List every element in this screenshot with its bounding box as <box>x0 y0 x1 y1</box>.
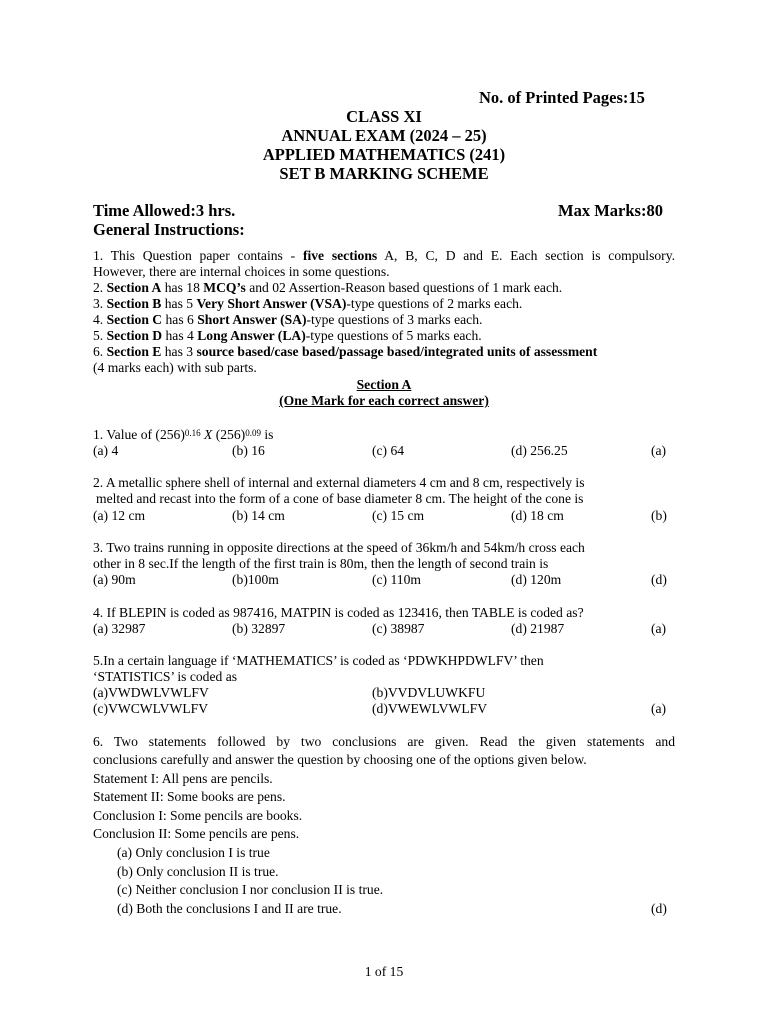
question-1-text: 1. Value of $(256)^{0.16}$ X $(256)^{0.09}$ is <box>93 427 274 442</box>
q2-option-c: (c) 15 cm <box>372 508 425 523</box>
instruction-1: 1. This Question paper contains - five sections A, B, C, D and E. Each section is compulsory. <box>93 248 676 263</box>
instruction-6-cont: (4 marks each) with sub parts. <box>93 360 257 375</box>
question-2-line1: 2. A metallic sphere shell of internal and external diameters 4 cm and 8 cm, respectively is <box>93 475 585 490</box>
q6-option-c: (c) Neither conclusion I nor conclusion II is true. <box>117 882 384 897</box>
q2-option-b: (b) 14 cm <box>232 508 285 523</box>
q3-option-d: (d) 120m <box>511 572 562 587</box>
q6-option-d: (d) Both the conclusions I and II are true. <box>117 901 342 916</box>
time-allowed: Time Allowed:3 hrs. <box>93 201 236 220</box>
q2-answer: (b) <box>651 508 667 523</box>
exam-title: ANNUAL EXAM (2024 – 25) <box>281 126 487 145</box>
q5-answer: (a) <box>651 701 667 716</box>
printed-pages: No. of Printed Pages:15 <box>479 88 645 107</box>
page-number: 1 of 15 <box>364 964 404 979</box>
q3-answer: (d) <box>651 572 667 587</box>
q1-option-c: (c) 64 <box>372 443 405 458</box>
q6-answer: (d) <box>651 901 667 916</box>
q1-option-a: (a) 4 <box>93 443 119 458</box>
question-5-line1: 5.In a certain language if ‘MATHEMATICS’ is coded as ‘PDWKHPDWLFV’ then <box>93 653 544 668</box>
instruction-3: 3. Section B has 5 Very Short Answer (VSA)-type questions of 2 marks each. <box>93 296 523 311</box>
question-2-line2: melted and recast into the form of a cone of base diameter 8 cm. The height of the cone is <box>96 491 584 506</box>
subject-title: APPLIED MATHEMATICS (241) <box>262 145 506 164</box>
q4-option-a: (a) 32987 <box>93 621 146 636</box>
max-marks: Max Marks:80 <box>558 201 663 220</box>
question-3-line2: other in 8 sec.If the length of the first train is 80m, then the length of second train is <box>93 556 549 571</box>
question-6-line1: 6. Two statements followed by two conclusions are given. Read the given statements and <box>93 734 675 749</box>
q4-option-b: (b) 32897 <box>232 621 286 636</box>
question-4-text: 4. If BLEPIN is coded as 987416, MATPIN is coded as 123416, then TABLE is coded as? <box>93 605 584 620</box>
q6-statement-2: Statement II: Some books are pens. <box>93 789 286 804</box>
class-title: CLASS XI <box>346 107 422 126</box>
q4-answer: (a) <box>651 621 667 636</box>
section-subtitle: (One Mark for each correct answer) <box>279 393 489 408</box>
instruction-5: 5. Section D has 4 Long Answer (LA)-type questions of 5 marks each. <box>93 328 482 343</box>
instruction-4: 4. Section C has 6 Short Answer (SA)-type questions of 3 marks each. <box>93 312 483 327</box>
q6-conclusion-1: Conclusion I: Some pencils are books. <box>93 808 303 823</box>
q1-option-b: (b) 16 <box>232 443 265 458</box>
q3-option-b: (b)100m <box>232 572 279 587</box>
section-title: Section A <box>356 377 412 392</box>
instruction-6: 6. Section E has 3 source based/case based/passage based/integrated units of assessment <box>93 344 598 359</box>
q5-option-b: (b)VVDVLUWKFU <box>372 685 486 700</box>
instruction-1-cont: However, there are internal choices in some questions. <box>93 264 390 279</box>
q6-statement-1: Statement I: All pens are pencils. <box>93 771 273 786</box>
q6-conclusion-2: Conclusion II: Some pencils are pens. <box>93 826 300 841</box>
q5-option-c: (c)VWCWLVWLFV <box>93 701 209 716</box>
q6-option-b: (b) Only conclusion II is true. <box>117 864 279 879</box>
q2-option-d: (d) 18 cm <box>511 508 564 523</box>
q1-answer: (a) <box>651 443 667 458</box>
instruction-2: 2. Section A has 18 MCQ’s and 02 Assertion-Reason based questions of 1 mark each. <box>93 280 563 295</box>
question-5-line2: ‘STATISTICS’ is coded as <box>93 669 238 684</box>
q5-option-a: (a)VWDWLVWLFV <box>93 685 209 700</box>
q3-option-a: (a) 90m <box>93 572 136 587</box>
set-title: SET B MARKING SCHEME <box>279 164 489 183</box>
q2-option-a: (a) 12 cm <box>93 508 146 523</box>
general-instructions-heading: General Instructions: <box>93 220 245 239</box>
q5-option-d: (d)VWEWLVWLFV <box>372 701 488 716</box>
q6-option-a: (a) Only conclusion I is true <box>117 845 270 860</box>
question-6-line2: conclusions carefully and answer the question by choosing one of the options given below. <box>93 752 587 767</box>
q3-option-c: (c) 110m <box>372 572 421 587</box>
q4-option-d: (d) 21987 <box>511 621 565 636</box>
q1-option-d: (d) 256.25 <box>511 443 568 458</box>
question-3-line1: 3. Two trains running in opposite directions at the speed of 36km/h and 54km/h cross each <box>93 540 585 555</box>
q4-option-c: (c) 38987 <box>372 621 425 636</box>
